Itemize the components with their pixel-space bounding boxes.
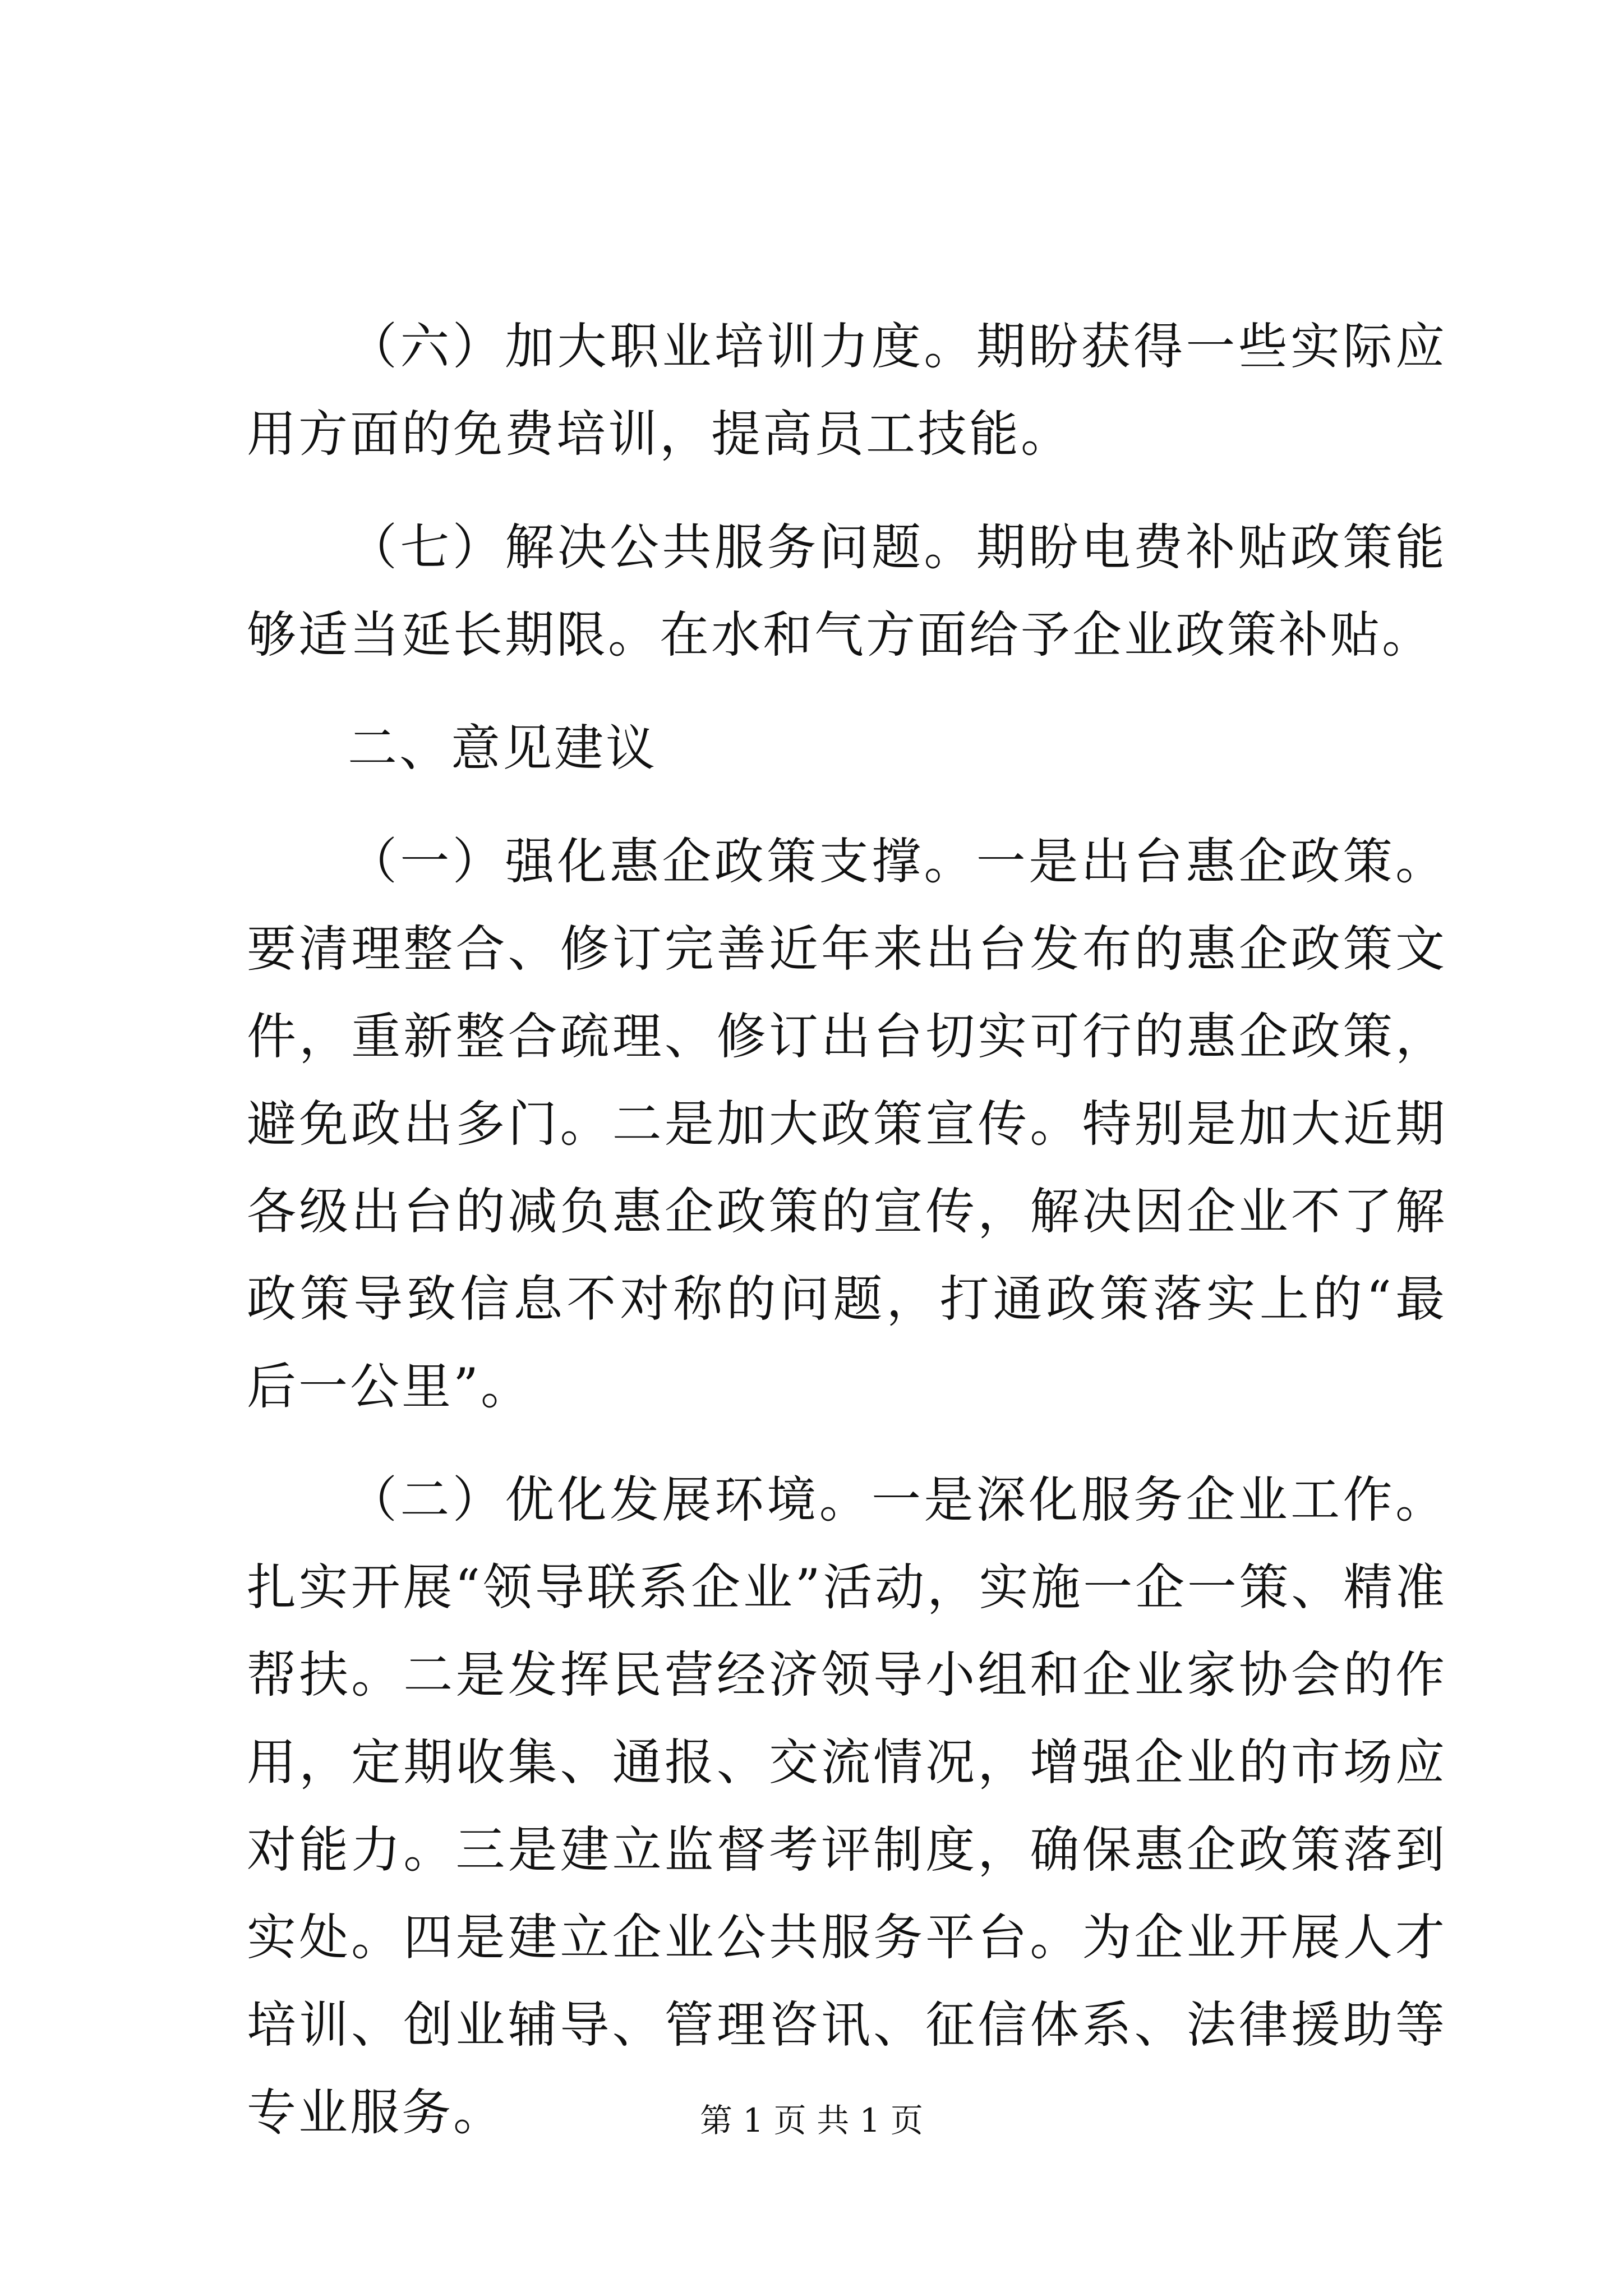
document-body — [247, 303, 1447, 2156]
page-number-footer: 第 1 页 共 1 页 — [700, 2101, 923, 2139]
paragraph-development-environment: （二）优化发展环境。一是深化服务企业工作。扎实开展“领导联系企业”活动，实施一企一策、精准帮扶。二是发挥民营经济领导小组和企业家协会的作用，定期收集、通报、交流情况，增强企业的市场应对能力。三是建立监督考评制度，确保惠企政策落到实处。四是建立企业公共服务平台。为企业开展人才培训、创业辅导、管理咨讯、征信体系、法律援助等专业服务。 — [247, 1471, 1447, 2141]
paragraph-training: （六）加大职业培训力度。期盼获得一些实际应用方面的免费培训，提高员工技能。 — [247, 318, 1447, 463]
paragraph-policy-support: （一）强化惠企政策支撑。一是出台惠企政策。要清理整合、修订完善近年来出台发布的惠企政策文件，重新整合疏理、修订出台切实可行的惠企政策，避免政出多门。二是加大政策宣传。特别是加大近期各级出台的减负惠企政策的宣传，解决因企业不了解政策导致信息不对称的问题，打通政策落实上的“最后一公里”。 — [247, 832, 1447, 1415]
paragraph-public-services: （七）解决公共服务问题。期盼电费补贴政策能够适当延长期限。在水和气方面给予企业政策补贴。 — [247, 518, 1447, 664]
section-heading-suggestions: 二、意见建议 — [348, 719, 658, 777]
